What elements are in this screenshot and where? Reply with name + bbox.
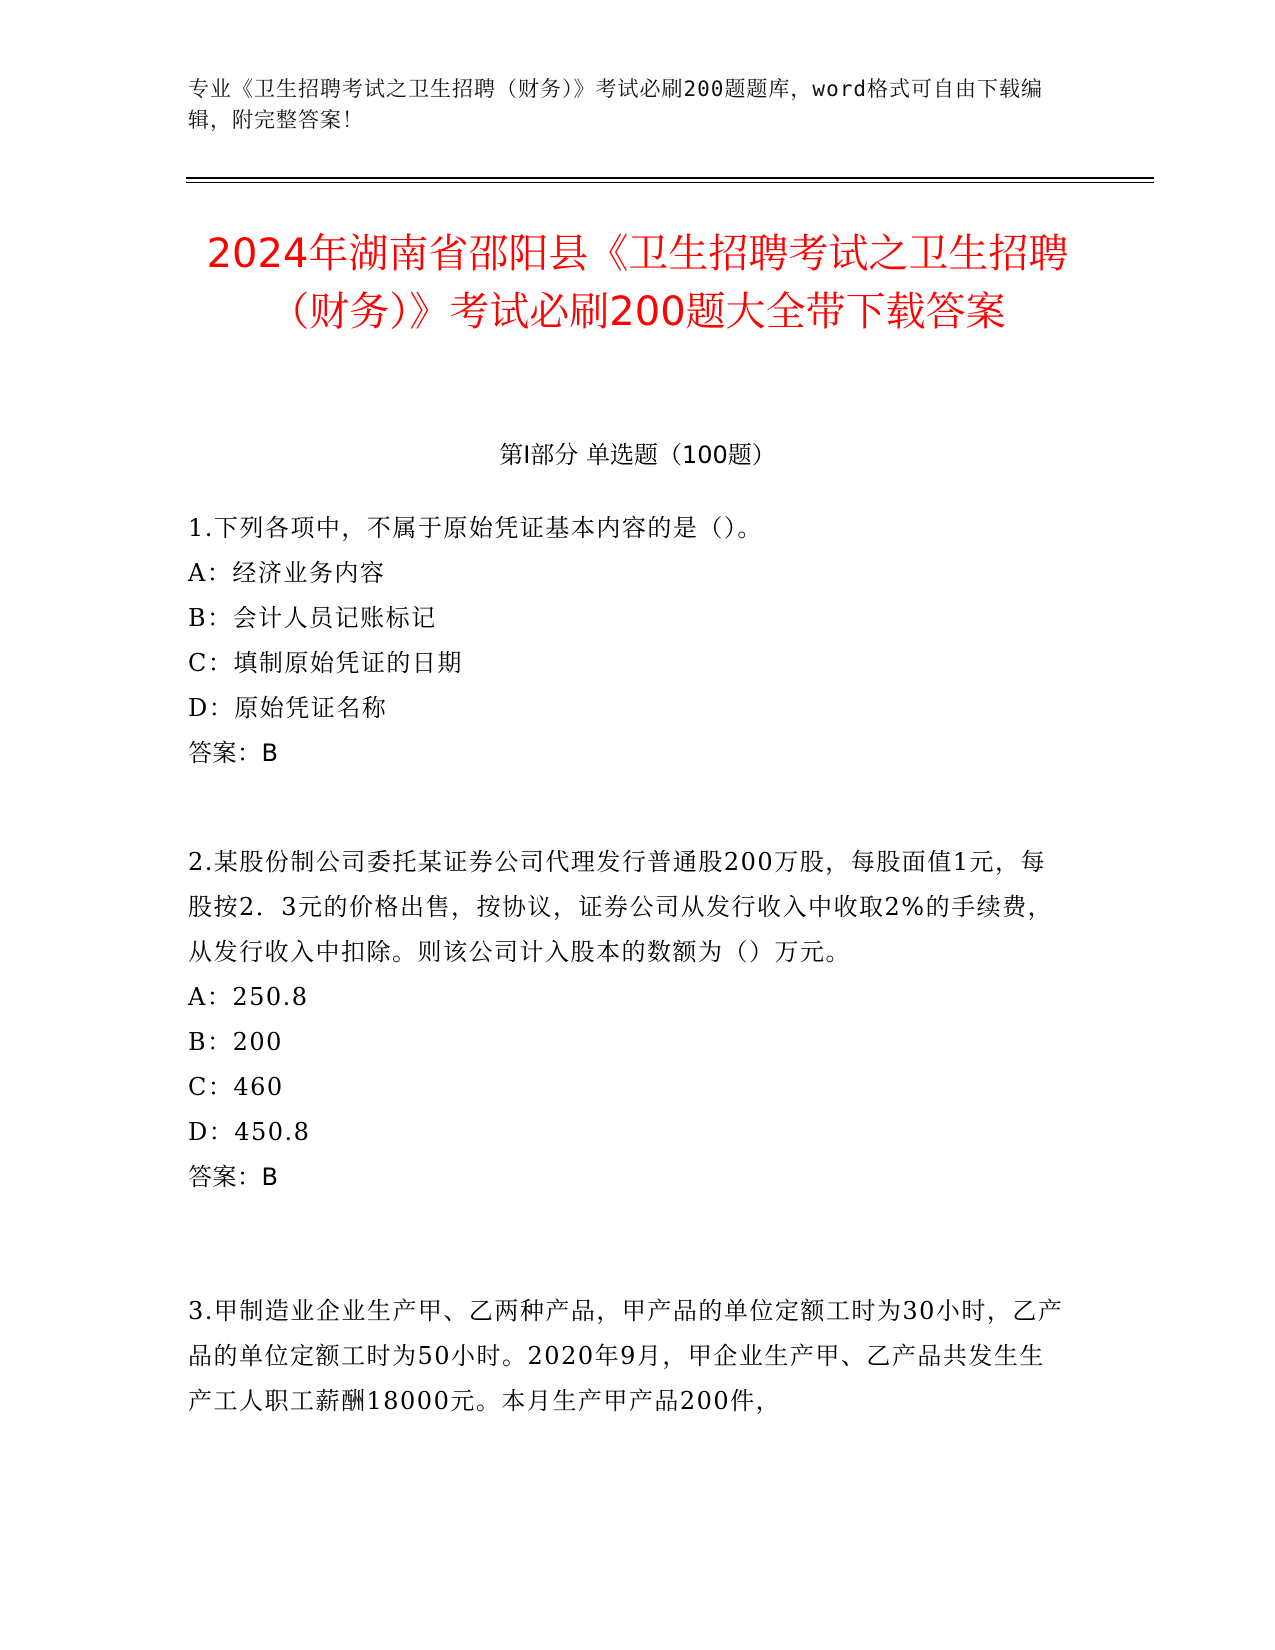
document-title: 2024年湖南省邵阳县《卫生招聘考试之卫生招聘（财务）》考试必刷200题大全带下载答案 (206, 231, 1069, 335)
question-1 (188, 506, 1068, 776)
option-c: C：460 (188, 1073, 284, 1101)
question-stem: 2.某股份制公司委托某证券公司代理发行普通股200万股，每股面值1元，每股按2．3元的价格出售，按协议，证券公司从发行收入中收取2%的手续费，从发行收入中扣除。则该公司计入股本的数额为（）万元。 (188, 848, 1054, 966)
header-note: 专业《卫生招聘考试之卫生招聘（财务）》考试必刷200题题库，word格式可自由下载编辑，附完整答案！ (188, 77, 1043, 132)
header-divider-thin (186, 182, 1154, 183)
question-stem: 1.下列各项中，不属于原始凭证基本内容的是（）。 (188, 514, 763, 542)
option-a: A：250.8 (188, 983, 309, 1011)
option-b: B：200 (188, 1028, 283, 1056)
header-divider-thick (186, 177, 1154, 179)
answer: 答案：B (188, 1163, 279, 1191)
question-2 (188, 840, 1068, 1200)
answer: 答案：B (188, 739, 279, 767)
option-b: B：会计人员记账标记 (188, 604, 437, 632)
option-a: A：经济业务内容 (188, 559, 386, 587)
question-stem: 3.甲制造业企业生产甲、乙两种产品，甲产品的单位定额工时为30小时，乙产品的单位定额工时为50小时。2020年9月，甲企业生产甲、乙产品共发生生产工人职工薪酬18000元。本月生产甲产品200件， (188, 1297, 1064, 1415)
option-d: D：原始凭证名称 (188, 694, 388, 722)
question-3 (188, 1289, 1068, 1424)
option-c: C：填制原始凭证的日期 (188, 649, 463, 677)
option-d: D：450.8 (188, 1118, 311, 1146)
section-title: 第Ⅰ部分 单选题（100题） (499, 441, 776, 469)
